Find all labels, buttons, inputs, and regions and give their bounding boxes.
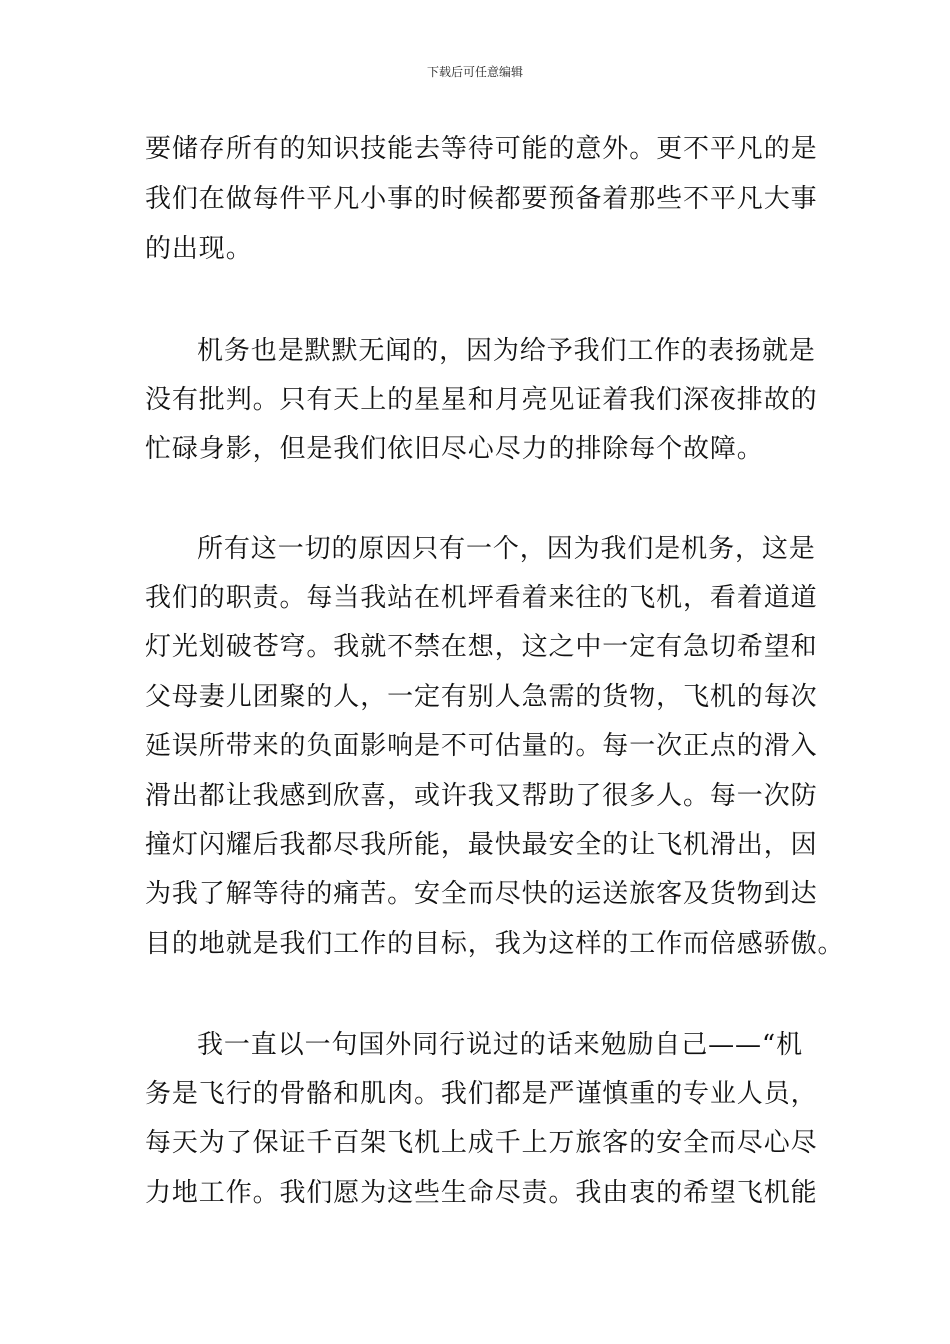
paragraph-3-line-8: 为我了解等待的痛苦。安全而尽快的运送旅客及货物到达 [145,879,818,909]
paragraph-4-line-2: 务是飞行的骨骼和肌肉。我们都是严谨慎重的专业人员， [145,1079,818,1109]
page-header-note: 下载后可任意编辑 [426,65,523,79]
paragraph-3-line-6: 滑出都让我感到欣喜，或许我又帮助了很多人。每一次防 [145,781,818,811]
paragraph-1-line-3: 的出现。 [145,234,253,264]
paragraph-4-line-3: 每天为了保证千百架飞机上成千上万旅客的安全而尽心尽 [145,1128,818,1158]
paragraph-3-line-9: 目的地就是我们工作的目标，我为这样的工作而倍感骄傲。 [145,929,845,959]
paragraph-2-line-1: 机务也是默默无闻的，因为给予我们工作的表扬就是 [197,336,816,366]
paragraph-2-line-2: 没有批判。只有天上的星星和月亮见证着我们深夜排故的 [145,385,818,415]
paragraph-3-line-4: 父母妻儿团聚的人，一定有别人急需的货物，飞机的每次 [145,682,818,712]
paragraph-2-line-3: 忙碌身影，但是我们依旧尽心尽力的排除每个故障。 [145,434,764,464]
paragraph-3-line-5: 延误所带来的负面影响是不可估量的。每一次正点的滑入 [145,731,818,761]
paragraph-4-line-4: 力地工作。我们愿为这些生命尽责。我由衷的希望飞机能 [145,1178,818,1208]
paragraph-3-line-1: 所有这一切的原因只有一个，因为我们是机务，这是 [197,534,816,564]
paragraph-3-line-7: 撞灯闪耀后我都尽我所能，最快最安全的让飞机滑出，因 [145,830,818,860]
paragraph-1-line-2: 我们在做每件平凡小事的时候都要预备着那些不平凡大事 [145,184,818,214]
paragraph-3-line-2: 我们的职责。每当我站在机坪看着来往的飞机，看着道道 [145,583,818,613]
paragraph-3-line-3: 灯光划破苍穹。我就不禁在想，这之中一定有急切希望和 [145,632,818,662]
paragraph-4-line-1: 我一直以一句国外同行说过的话来勉励自己——“机 [197,1030,803,1060]
paragraph-1-line-1: 要储存所有的知识技能去等待可能的意外。更不平凡的是 [145,134,818,164]
